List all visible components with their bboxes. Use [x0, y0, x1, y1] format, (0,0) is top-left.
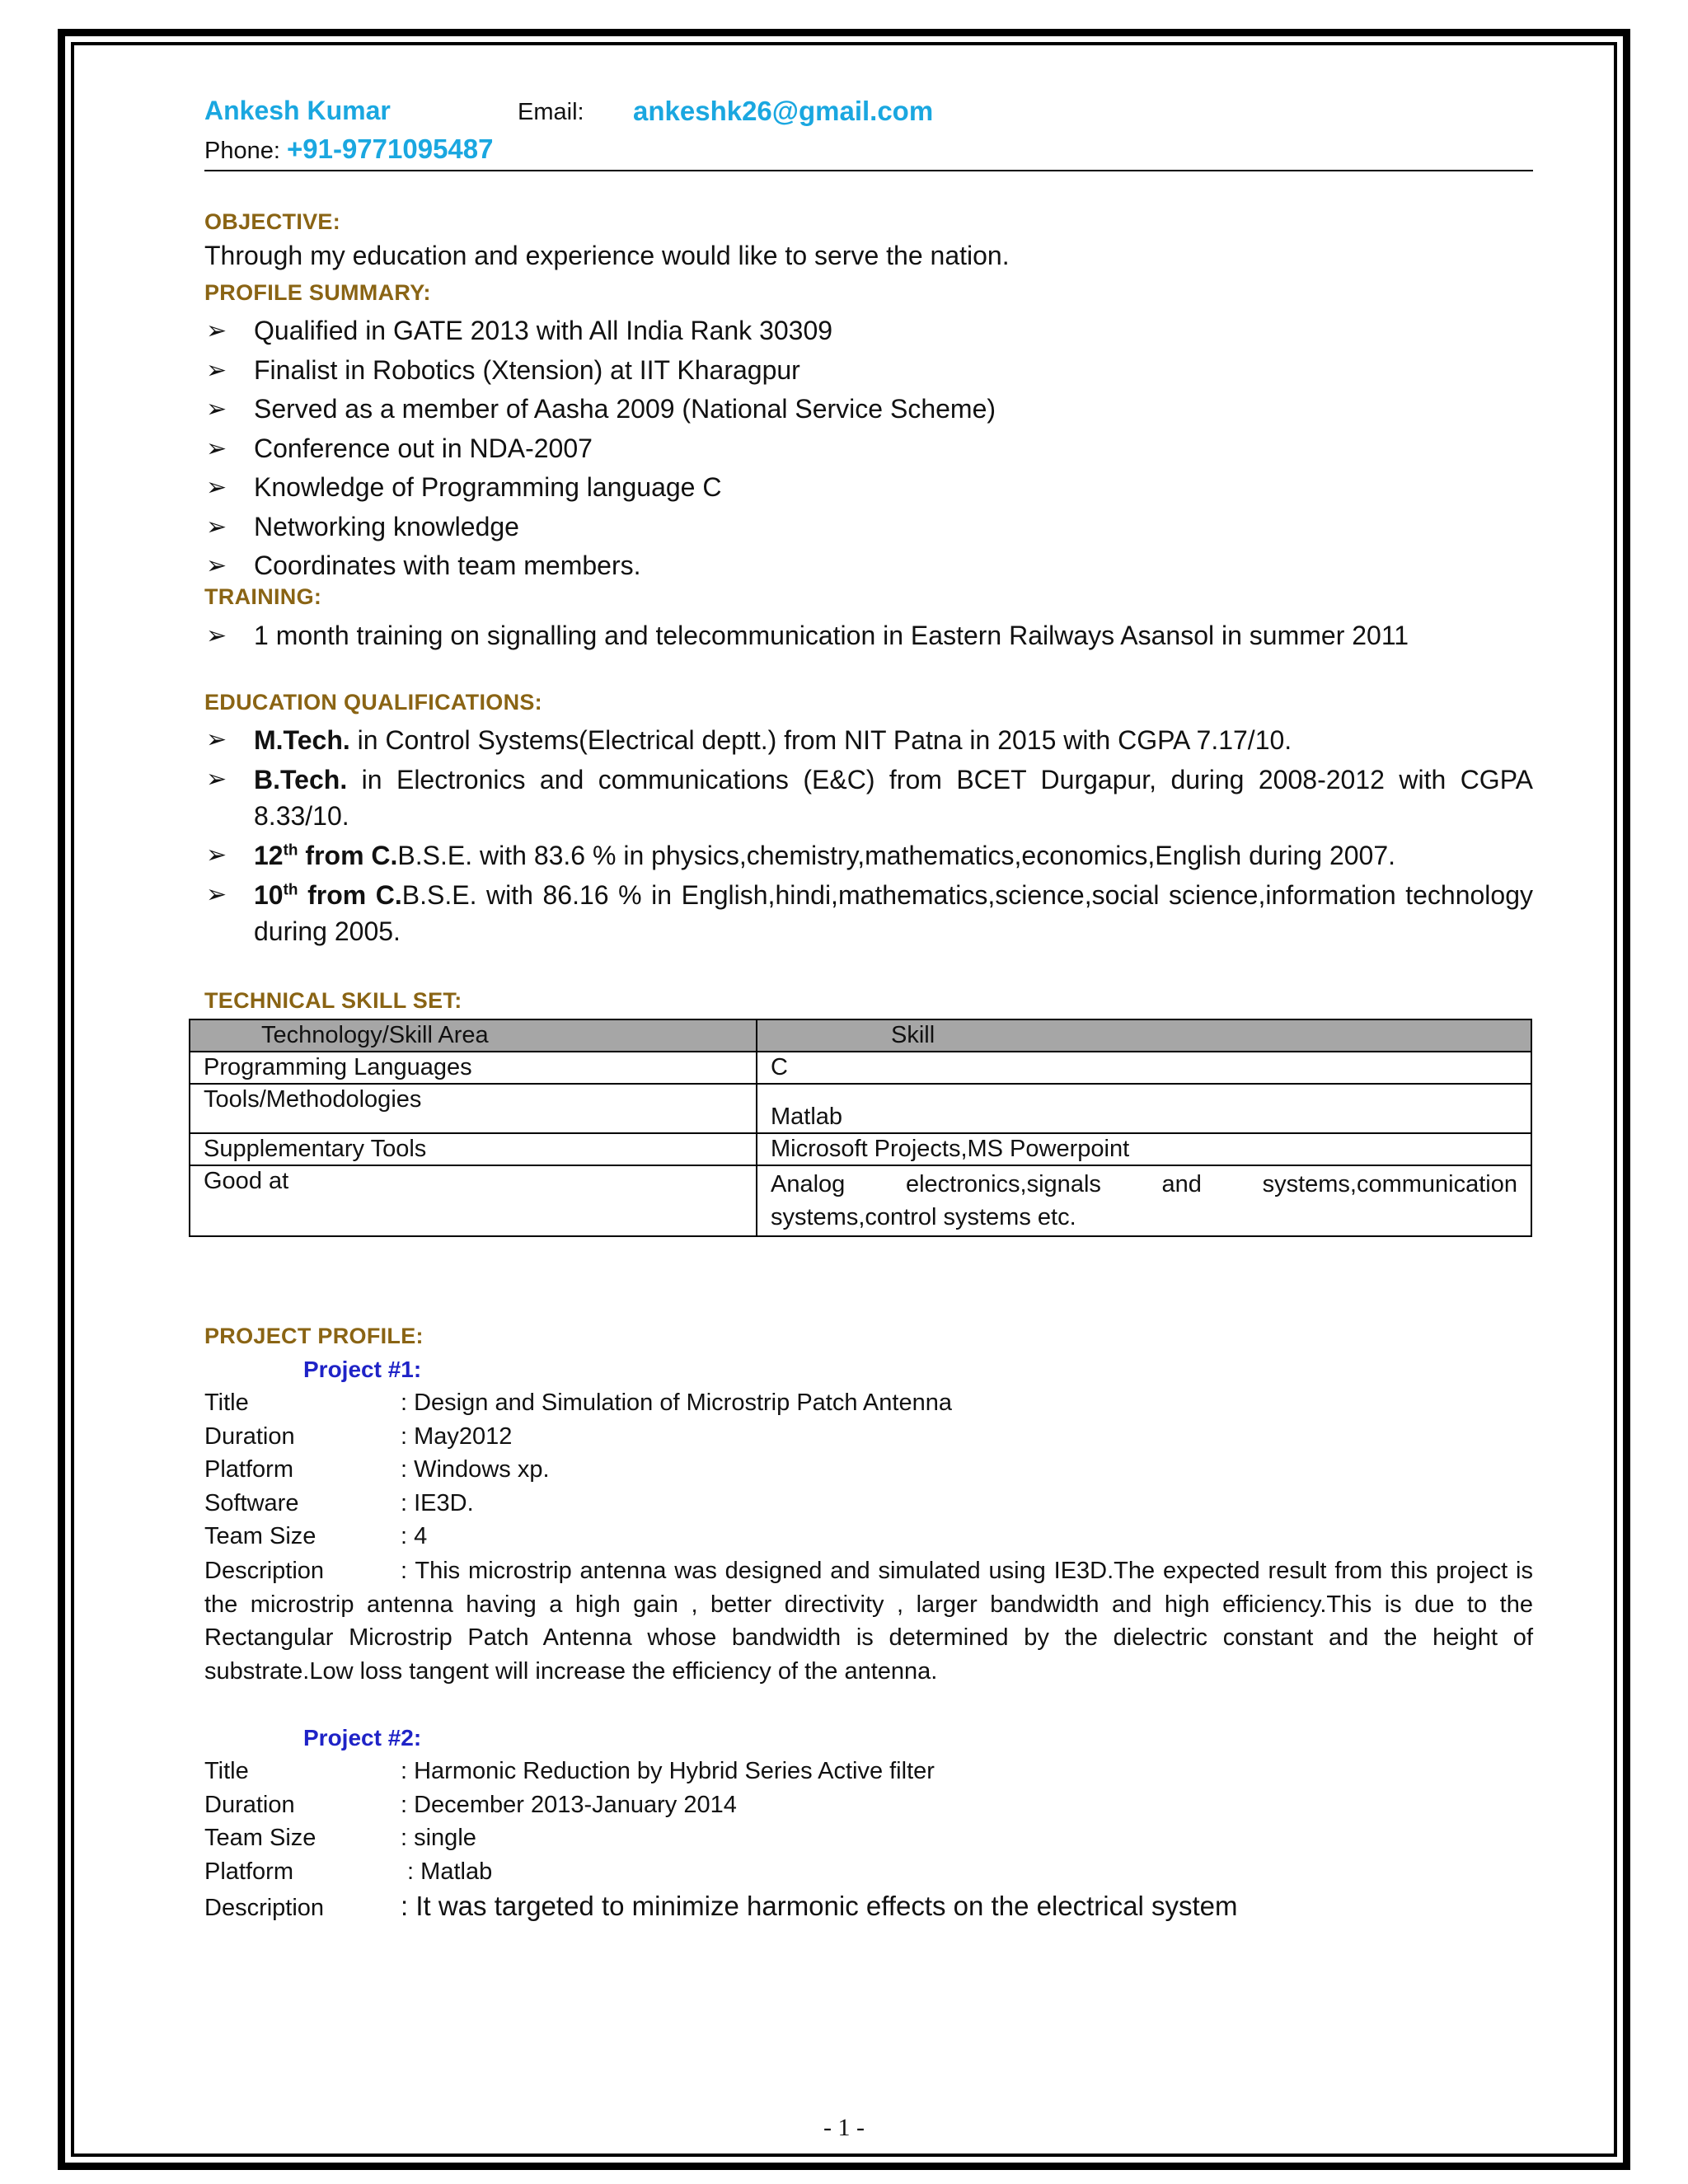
table-cell: Programming Languages — [190, 1052, 757, 1084]
list-item: ➢ Conference out in NDA-2007 — [204, 429, 1533, 469]
table-row — [190, 1052, 1531, 1084]
email-label: Email: — [518, 99, 584, 125]
technical-skills-heading: TECHNICAL SKILL SET: — [204, 988, 462, 1013]
list-item: ➢ Knowledge of Programming language C — [204, 468, 1533, 508]
column-header: Technology/Skill Area — [190, 1019, 757, 1052]
list-item: ➢ 12th from C.B.S.E. with 83.6 % in physics,chemistry,mathematics,economics,English during 2007. — [204, 837, 1533, 874]
project-2-title: Project #2: — [303, 1725, 422, 1750]
project-2-field: Duration : December 2013-January 2014 — [204, 1792, 737, 1818]
list-item: ➢ Coordinates with team members. — [204, 546, 1533, 586]
list-item: ➢ 10th from C.B.S.E. with 86.16 % in English,hindi,mathematics,science,social science,information technology during 2005. — [204, 877, 1533, 949]
column-header: Skill — [757, 1019, 1531, 1052]
education-list — [204, 722, 1533, 953]
training-heading: TRAINING: — [204, 584, 322, 609]
table-cell: Supplementary Tools — [190, 1133, 757, 1165]
project-1-field: Duration : May2012 — [204, 1423, 513, 1450]
header-divider — [204, 170, 1533, 171]
arrow-bullet-icon: ➢ — [206, 356, 227, 384]
email-link[interactable]: ankeshk26@gmail.com — [633, 96, 934, 126]
skills-table — [189, 1019, 1532, 1237]
arrow-bullet-icon: ➢ — [206, 396, 227, 423]
arrow-bullet-icon: ➢ — [206, 474, 227, 501]
list-item: ➢ M.Tech. in Control Systems(Electrical deptt.) from NIT Patna in 2015 with CGPA 7.17/10. — [204, 722, 1533, 758]
phone-number[interactable]: +91-9771095487 — [286, 134, 494, 164]
arrow-bullet-icon: ➢ — [206, 726, 227, 753]
list-item: ➢ B.Tech. in Electronics and communications (E&C) from BCET Durgapur, during 2008-2012 with CGPA 8.33/10. — [204, 762, 1533, 834]
project-1-field: Team Size : 4 — [204, 1523, 428, 1549]
project-2-description: Description : It was targeted to minimize harmonic effects on the electrical system — [204, 1891, 1238, 1921]
project-1-description: Description : This microstrip antenna was designed and simulated using IE3D.The expected result from this project is the microstrip antenna having a high gain , better directivity , larger bandwidth and high efficiency.This is due to the Rectangular Microstrip Patch Antenna whose bandwidth is determined by the dielectric constant and the height of substrate.Low loss tangent will increase the efficiency of the antenna. — [204, 1558, 1533, 1685]
arrow-bullet-icon: ➢ — [206, 841, 227, 869]
project-2-field: Team Size : single — [204, 1825, 476, 1851]
table-cell: Microsoft Projects,MS Powerpoint — [757, 1133, 1531, 1165]
objective-text: Through my education and experience would like to serve the nation. — [204, 241, 1010, 270]
project-1-field: Software : IE3D. — [204, 1490, 474, 1516]
page-number: - 1 - — [823, 2114, 865, 2141]
table-cell: Analog electronics,signals and systems,communication systems,control systems etc. — [757, 1165, 1531, 1236]
project-1-field: Title : Design and Simulation of Microstrip Patch Antenna — [204, 1390, 952, 1416]
training-list — [204, 616, 1533, 656]
table-cell: Matlab — [757, 1084, 1531, 1133]
arrow-bullet-icon: ➢ — [206, 881, 227, 908]
table-row — [190, 1084, 1531, 1133]
arrow-bullet-icon: ➢ — [206, 317, 227, 344]
arrow-bullet-icon: ➢ — [206, 622, 227, 649]
arrow-bullet-icon: ➢ — [206, 434, 227, 462]
profile-summary-heading: PROFILE SUMMARY: — [204, 280, 431, 305]
project-profile-heading: PROJECT PROFILE: — [204, 1324, 424, 1348]
table-header-row — [190, 1019, 1531, 1052]
arrow-bullet-icon: ➢ — [206, 766, 227, 793]
arrow-bullet-icon: ➢ — [206, 552, 227, 579]
list-item: ➢ Served as a member of Aasha 2009 (National Service Scheme) — [204, 390, 1533, 429]
table-cell: Good at — [190, 1165, 757, 1236]
education-heading: EDUCATION QUALIFICATIONS: — [204, 690, 542, 715]
table-cell: Tools/Methodologies — [190, 1084, 757, 1133]
profile-summary-list — [204, 312, 1533, 586]
table-cell: C — [757, 1052, 1531, 1084]
table-row — [190, 1133, 1531, 1165]
list-item: ➢ Networking knowledge — [204, 508, 1533, 547]
list-item: ➢ 1 month training on signalling and telecommunication in Eastern Railways Asansol in summer 2011 — [204, 616, 1533, 656]
objective-heading: OBJECTIVE: — [204, 209, 341, 234]
project-1-title: Project #1: — [303, 1357, 422, 1382]
list-item: ➢ Qualified in GATE 2013 with All India Rank 30309 — [204, 312, 1533, 351]
arrow-bullet-icon: ➢ — [206, 513, 227, 541]
project-1-field: Platform : Windows xp. — [204, 1456, 550, 1483]
table-row — [190, 1165, 1531, 1236]
project-2-field: Title : Harmonic Reduction by Hybrid Series Active filter — [204, 1758, 935, 1784]
candidate-name: Ankesh Kumar — [204, 96, 391, 125]
phone-line — [204, 134, 493, 165]
list-item: ➢ Finalist in Robotics (Xtension) at IIT Kharagpur — [204, 351, 1533, 391]
project-2-field: Platform : Matlab — [204, 1858, 493, 1885]
phone-label: Phone: — [204, 138, 280, 164]
